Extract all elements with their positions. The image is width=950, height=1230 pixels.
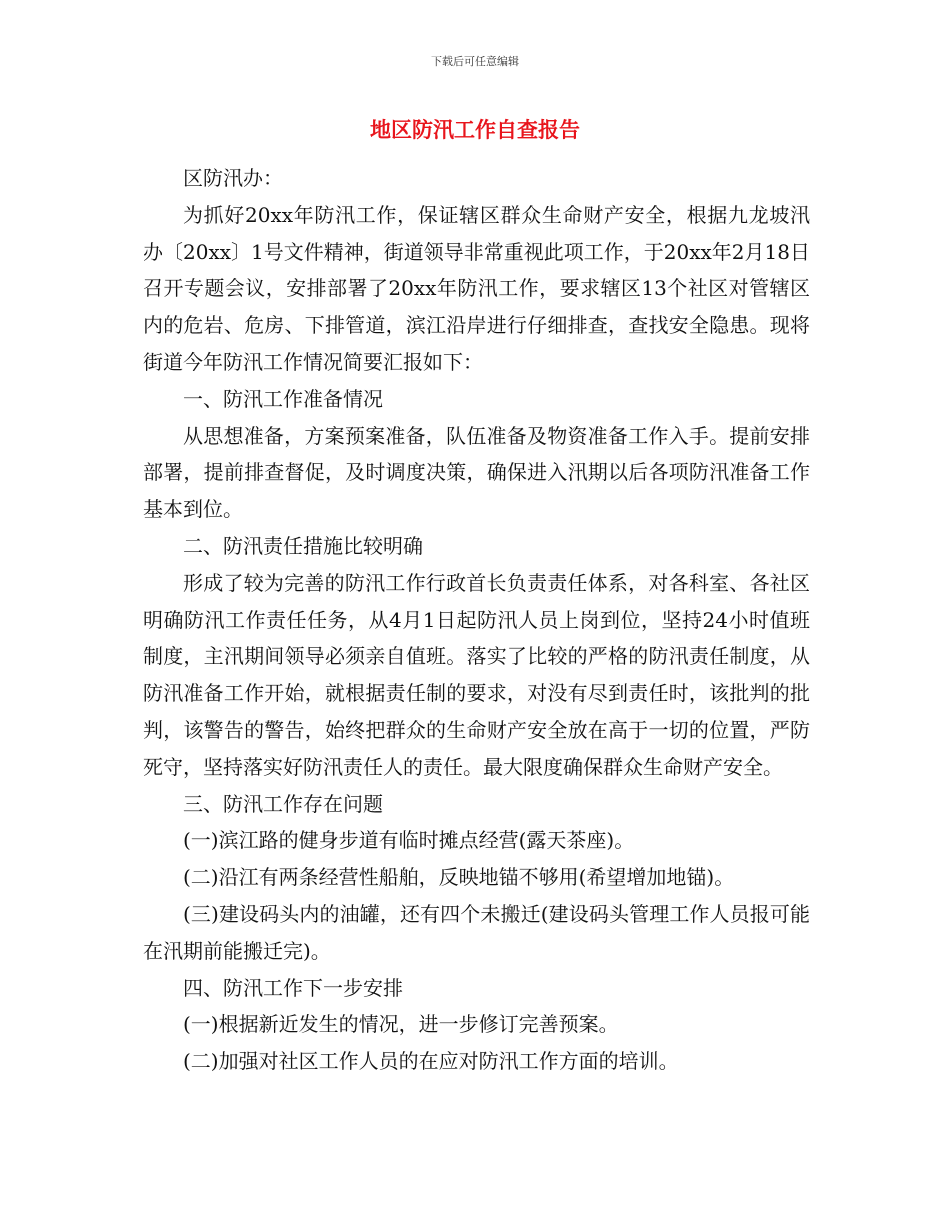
intro-paragraph: 为抓好20xx年防汛工作，保证辖区群众生命财产安全，根据九龙坡汛办〔20xx〕1号文件精神，街道领导非常重视此项工作，于20xx年2月18日召开专题会议，安排部署了20xx年防汛工作，要求辖区13个社区对管辖区内的危岩、危房、下排管道，滨江沿岸进行仔细排查，查找安全隐患。现将街道今年防汛工作情况简要汇报如下： <box>143 202 810 374</box>
page-header-note: 下载后可任意编辑 <box>431 55 519 68</box>
plan-item-2: (二)加强对社区工作人员的在应对防汛工作方面的培训。 <box>183 1049 679 1074</box>
section-heading-2: 二、防汛责任措施比较明确 <box>183 533 423 558</box>
salutation: 区防汛办： <box>183 166 283 190</box>
section-heading-4: 四、防汛工作下一步安排 <box>183 975 403 1000</box>
issue-item-1: (一)滨江路的健身步道有临时摊点经营(露天茶座)。 <box>183 828 635 853</box>
section-1-paragraph: 从思想准备，方案预案准备，队伍准备及物资准备工作入手。提前安排部署，提前排查督促，及时调度决策，确保进入汛期以后各项防汛准备工作基本到位。 <box>143 423 810 522</box>
issue-item-2: (二)沿江有两条经营性船舶，反映地锚不够用(希望增加地锚)。 <box>183 865 735 890</box>
section-heading-3: 三、防汛工作存在问题 <box>183 791 383 816</box>
section-heading-1: 一、防汛工作准备情况 <box>183 386 383 411</box>
document-title: 地区防汛工作自查报告 <box>370 118 580 142</box>
plan-item-1: (一)根据新近发生的情况，进一步修订完善预案。 <box>183 1012 619 1037</box>
section-2-paragraph: 形成了较为完善的防汛工作行政首长负责责任体系，对各科室、各社区明确防汛工作责任任务，从4月1日起防汛人员上岗到位，坚持24小时值班制度，主汛期间领导必须亲自值班。落实了比较的严格的防汛责任制度，从防汛准备工作开始，就根据责任制的要求，对没有尽到责任时，该批判的批判，该警告的警告，始终把群众的生命财产安全放在高于一切的位置，严防死守，坚持落实好防汛责任人的责任。最大限度确保群众生命财产安全。 <box>143 570 810 779</box>
issue-item-3: (三)建设码头内的油罐，还有四个未搬迁(建设码头管理工作人员报可能在汛期前能搬迁完)。 <box>143 901 810 963</box>
document-body <box>143 160 810 1080</box>
